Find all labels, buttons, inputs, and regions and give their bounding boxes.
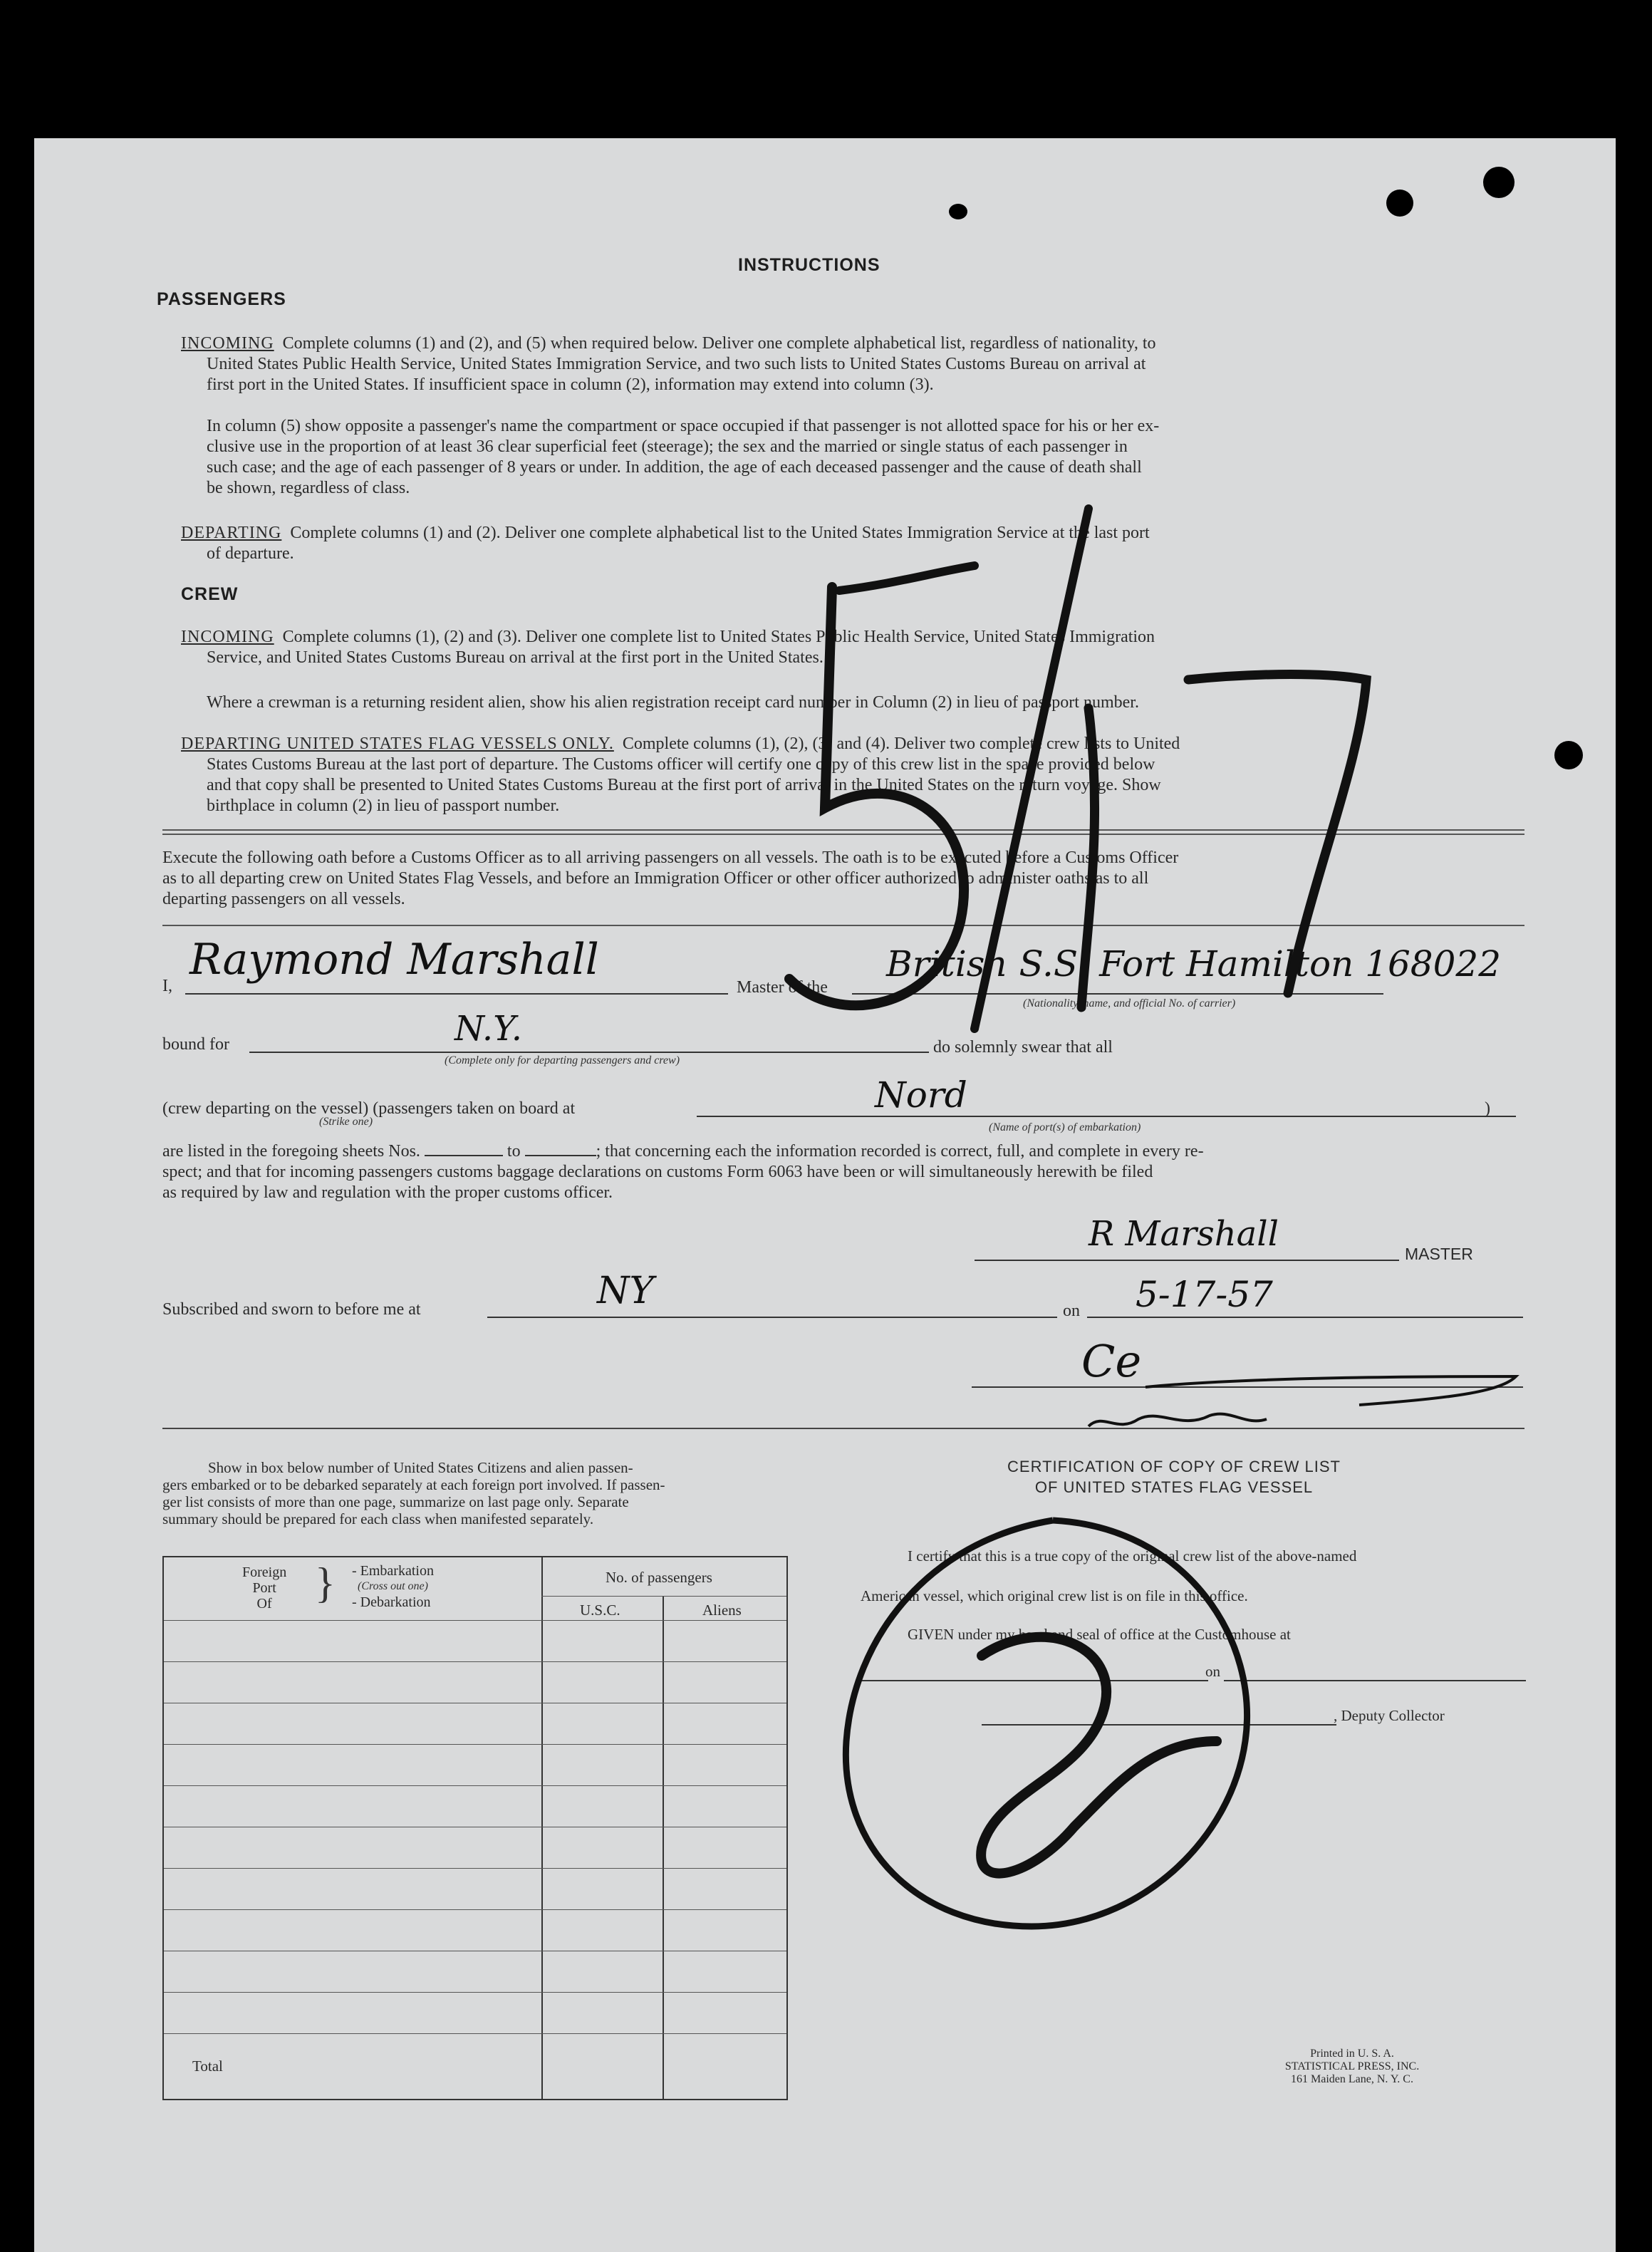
summary-instructions	[162, 1459, 829, 1527]
crew-departing-label: DEPARTING UNITED STATES FLAG VESSELS ONLY.	[181, 735, 614, 753]
table-row-line	[164, 1785, 786, 1786]
punch-hole	[1483, 167, 1515, 198]
passengers-incoming-block	[181, 333, 1534, 395]
embarkation-caption: (Name of port(s) of embarkation)	[989, 1121, 1141, 1133]
listed-to-label: to	[506, 1142, 521, 1161]
crew-incoming-line2: Service, and United States Customs Bureau on arrival at the first port in the United States.	[207, 648, 824, 667]
master-name-line	[185, 993, 728, 995]
listed-paragraph	[162, 1141, 1530, 1203]
summary-line2: gers embarked or to be debarked separately at each foreign port involved. If passen-	[162, 1476, 665, 1493]
punch-mark	[949, 204, 967, 219]
cross-out-caption: (Cross out one)	[358, 1580, 428, 1592]
summary-line1: Show in box below number of United States Citizens and alien passen-	[208, 1459, 633, 1476]
subscribed-on-label: on	[1063, 1302, 1080, 1320]
strike-caption: (Strike one)	[319, 1116, 373, 1128]
master-label: MASTER	[1405, 1245, 1473, 1263]
certification-body-line3: GIVEN under my hand and seal of office at the Customhouse at	[908, 1626, 1291, 1643]
sheet-from-field	[425, 1155, 503, 1156]
table-row-line	[164, 1868, 786, 1869]
punch-hole	[1554, 741, 1583, 769]
table-row-line	[164, 1992, 786, 1993]
vessel-handwritten: British S.S. Fort Hamilton 168022	[886, 943, 1502, 985]
passenger-summary-table	[162, 1556, 788, 2100]
close-paren: )	[1485, 1099, 1490, 1118]
i-label: I,	[162, 977, 172, 995]
certification-on-label: on	[1205, 1663, 1220, 1680]
subscribed-place-line	[487, 1317, 1057, 1318]
certification-title-line2: OF UNITED STATES FLAG VESSEL	[1034, 1478, 1314, 1496]
passengers-incoming-line2: United States Public Health Service, United States Immigration Service, and two such lists to United States Customs Bureau on arrival at	[207, 355, 1146, 373]
col-port-line2: Port	[252, 1580, 276, 1596]
passengers-incoming-text: Complete columns (1) and (2), and (5) when required below. Deliver one complete alphabetical list, regardless of nationality, to	[282, 334, 1156, 353]
crew-incoming-text: Complete columns (1), (2) and (3). Deliver one complete list to United States Public Health Service, United States Immigration	[282, 628, 1155, 646]
passengers-departing-label: DEPARTING	[181, 524, 282, 542]
crew-departing-line2: States Customs Bureau at the last port of departure. The Customs officer will certify one copy of this crew list in the space provided below	[207, 755, 1155, 774]
passengers-departing-text: Complete columns (1) and (2). Deliver one complete alphabetical list to the United States Immigration Service at the last port	[290, 524, 1150, 542]
embarkation-option: - Embarkation	[352, 1563, 434, 1579]
strike-option-crew: (crew departing on the vessel) (passengers taken on board at	[162, 1099, 576, 1118]
certification-title	[925, 1456, 1423, 1498]
vessel-caption: (Nationality, name, and official No. of carrier)	[1023, 997, 1236, 1010]
oath-intro-line3: departing passengers on all vessels.	[162, 890, 405, 908]
table-row-line	[164, 1661, 786, 1662]
form-page	[34, 138, 1616, 2252]
col-passengers-header: No. of passengers	[606, 1569, 712, 1586]
col-port-header	[242, 1565, 286, 1612]
col-aliens-header: Aliens	[702, 1602, 742, 1619]
punch-hole	[1386, 190, 1413, 217]
master-signature-line	[975, 1260, 1399, 1261]
column5-line1: In column (5) show opposite a passenger's name the compartment or space occupied if that passenger is not allotted space for his or her ex-	[207, 417, 1160, 435]
listed-line1b: ; that concerning each the information recorded is correct, full, and complete in every re-	[596, 1142, 1204, 1161]
table-divider-b	[663, 1596, 664, 2099]
deputy-collector-label: , Deputy Collector	[1334, 1707, 1445, 1724]
column5-line3: such case; and the age of each passenger of 8 years or under. In addition, the age of each deceased passenger and the cause of death shall	[207, 458, 1142, 477]
subscribed-date-line	[1087, 1317, 1523, 1318]
table-row-line	[164, 1744, 786, 1745]
total-label: Total	[192, 2058, 223, 2075]
brace: }	[315, 1560, 336, 1607]
table-header-line	[164, 1620, 786, 1621]
col-usc-header: U.S.C.	[580, 1602, 620, 1619]
summary-line3: ger list consists of more than one page, summarize on last page only. Separate	[162, 1493, 629, 1510]
embarkation-handwritten: Nord	[875, 1074, 967, 1116]
subscribed-date-handwritten: 5-17-57	[1136, 1274, 1273, 1315]
listed-line2: spect; and that for incoming passengers customs baggage declarations on customs Form 6063 have been or will simultaneously herewith be filed	[162, 1163, 1153, 1181]
table-row-line	[164, 1909, 786, 1910]
certification-title-line1: CERTIFICATION OF COPY OF CREW LIST	[1007, 1458, 1341, 1475]
master-signature: R Marshall	[1089, 1214, 1279, 1254]
passengers-incoming-line3: first port in the United States. If insufficient space in column (2), information may extend into column (3).	[207, 375, 934, 394]
certification-body-line1: I certify that this is a true copy of the original crew list of the above-named	[908, 1547, 1357, 1565]
summary-line4: summary should be prepared for each class when manifested separately.	[162, 1510, 594, 1527]
table-subheader-line	[541, 1596, 786, 1597]
officer-signature-scrawl	[1060, 1348, 1559, 1441]
subscribed-label: Subscribed and sworn to before me at	[162, 1300, 421, 1319]
passengers-departing-line2: of departure.	[207, 544, 294, 563]
instructions-title: INSTRUCTIONS	[738, 255, 880, 275]
bound-for-caption: (Complete only for departing passengers and crew)	[445, 1054, 680, 1067]
col-port-line3: Of	[256, 1596, 272, 1612]
master-of-label: Master of the	[737, 978, 828, 997]
officer-signature: Ce	[1081, 1335, 1142, 1387]
col-port-line1: Foreign	[242, 1565, 287, 1580]
bound-for-label: bound for	[162, 1035, 229, 1054]
printer-line1: Printed in U. S. A.	[1310, 2048, 1394, 2060]
large-date-annotation	[747, 466, 1430, 1093]
subscribed-place-handwritten: NY	[597, 1270, 654, 1312]
crew-departing-line3: and that copy shall be presented to United States Customs Bureau at the first port of arrival in the United States on the return voyage. Show	[207, 776, 1161, 794]
debarkation-option: - Debarkation	[352, 1594, 431, 1610]
crew-heading: CREW	[181, 584, 239, 604]
master-name-handwritten: Raymond Marshall	[189, 935, 599, 985]
table-divider-a	[541, 1557, 543, 2099]
printer-line3: 161 Maiden Lane, N. Y. C.	[1291, 2073, 1413, 2085]
passengers-heading: PASSENGERS	[157, 289, 286, 309]
crew-incoming-label: INCOMING	[181, 628, 274, 646]
certification-body-line2: American vessel, which original crew list is on file in this office.	[861, 1587, 1248, 1604]
alien-note: Where a crewman is a returning resident alien, show his alien registration receipt card number in Column (2) in lieu of passport number.	[207, 693, 1139, 712]
passengers-incoming-label: INCOMING	[181, 334, 274, 353]
column5-line2: clusive use in the proportion of at least 36 clear superficial feet (steerage); the sex and the married or single status of each passenger in	[207, 437, 1128, 456]
sheet-to-field	[525, 1155, 596, 1156]
swear-label: do solemnly swear that all	[933, 1038, 1113, 1057]
table-row-line	[164, 2033, 786, 2034]
listed-line1a: are listed in the foregoing sheets Nos.	[162, 1142, 420, 1161]
oath-intro-line1: Execute the following oath before a Customs Officer as to all arriving passengers on all vessels. The oath is to be executed before a Customs Officer	[162, 849, 1179, 867]
crew-departing-line4: birthplace in column (2) in lieu of passport number.	[207, 796, 560, 815]
embark-options	[352, 1563, 434, 1610]
embarkation-line	[697, 1116, 1516, 1117]
column5-line4: be shown, regardless of class.	[207, 479, 410, 497]
printer-line2: STATISTICAL PRESS, INC.	[1284, 2060, 1420, 2072]
listed-line3: as required by law and regulation with the proper customs officer.	[162, 1183, 613, 1202]
oath-intro-line2: as to all departing crew on United States Flag Vessels, and before an Immigration Officer or other officer authorized to administer oaths as to all	[162, 869, 1149, 888]
printer-credit	[1245, 2048, 1459, 2086]
bound-for-handwritten: N.Y.	[454, 1009, 522, 1049]
circled-number-annotation	[818, 1506, 1274, 1948]
crew-departing-text: Complete columns (1), (2), (3) and (4). Deliver two complete crew lists to United	[622, 735, 1180, 753]
divider-3	[162, 1428, 1524, 1429]
